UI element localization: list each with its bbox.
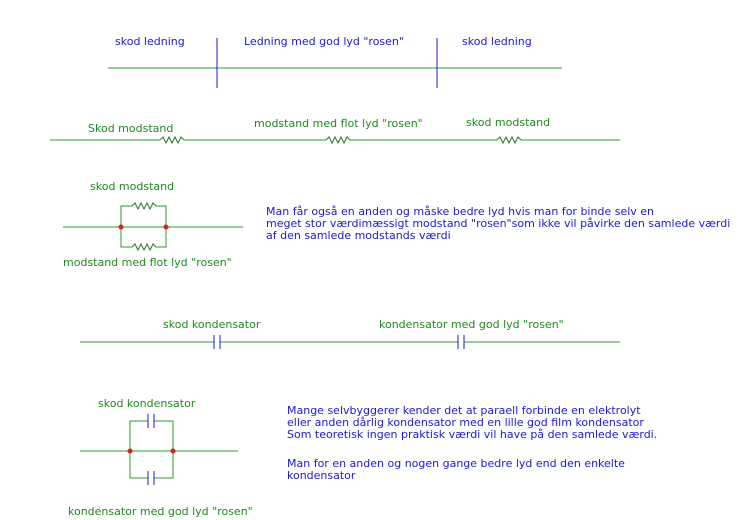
label-skod-kondensator: skod kondensator bbox=[163, 318, 261, 331]
label-parallel-skod-modstand: skod modstand bbox=[90, 180, 175, 193]
label-parallel-skod-kondensator: skod kondensator bbox=[98, 397, 196, 410]
note-capacitor bbox=[287, 405, 657, 441]
label-ledning-rosen: Ledning med god lyd "rosen" bbox=[244, 35, 404, 48]
note-resistor-line-3: af den samlede modstands værdi bbox=[266, 229, 451, 242]
note-capacitor-line-2: eller anden dårlig kondensator med en lille god film kondensator bbox=[287, 416, 644, 429]
parallel-bottom-branch bbox=[121, 227, 166, 247]
note-resistor-line-1: Man får også en anden og måske bedre lyd hvis man for binde selv en bbox=[266, 205, 655, 218]
resistor-parallel-top bbox=[132, 203, 156, 209]
cap-node-right bbox=[171, 449, 176, 454]
note-capacitor-2 bbox=[287, 458, 625, 482]
label-parallel-modstand-rosen: modstand med flot lyd "rosen" bbox=[63, 256, 232, 269]
parallel-top-branch bbox=[121, 206, 166, 227]
resistor-skod-right bbox=[497, 137, 521, 143]
note-resistor-line-2: meget stor værdimæssigt modstand "rosen"som ikke vil påvirke den samlede værdi bbox=[266, 217, 731, 230]
label-skod-modstand-left: Skod modstand bbox=[88, 122, 174, 135]
cap-parallel-bottom-branch bbox=[130, 451, 173, 478]
label-modstand-rosen: modstand med flot lyd "rosen" bbox=[254, 117, 423, 130]
resistor-rosen bbox=[326, 137, 350, 143]
cap-node-left bbox=[128, 449, 133, 454]
note-capacitor-line-1: Mange selvbyggerer kender det at paraell forbinde en elektrolyt bbox=[287, 404, 641, 417]
note-capacitor-2-line-1: Man for en anden og nogen gange bedre lyd end den enkelte bbox=[287, 457, 625, 470]
label-skod-ledning-right: skod ledning bbox=[462, 35, 532, 48]
note-capacitor-line-3: Som teoretisk ingen praktisk værdi vil have på den samlede værdi. bbox=[287, 428, 658, 441]
label-skod-modstand-right: skod modstand bbox=[466, 116, 551, 129]
cap-parallel-top-branch bbox=[130, 421, 173, 451]
note-resistor bbox=[266, 206, 730, 242]
label-skod-ledning-left: skod ledning bbox=[115, 35, 185, 48]
note-capacitor-2-line-2: kondensator bbox=[287, 469, 356, 482]
node-left bbox=[119, 225, 124, 230]
label-parallel-kondensator-rosen: kondensator med god lyd "rosen" bbox=[68, 505, 253, 518]
resistor-parallel-bottom bbox=[132, 244, 156, 250]
label-kondensator-rosen: kondensator med god lyd "rosen" bbox=[379, 318, 564, 331]
node-right bbox=[164, 225, 169, 230]
resistor-skod-left bbox=[160, 137, 184, 143]
